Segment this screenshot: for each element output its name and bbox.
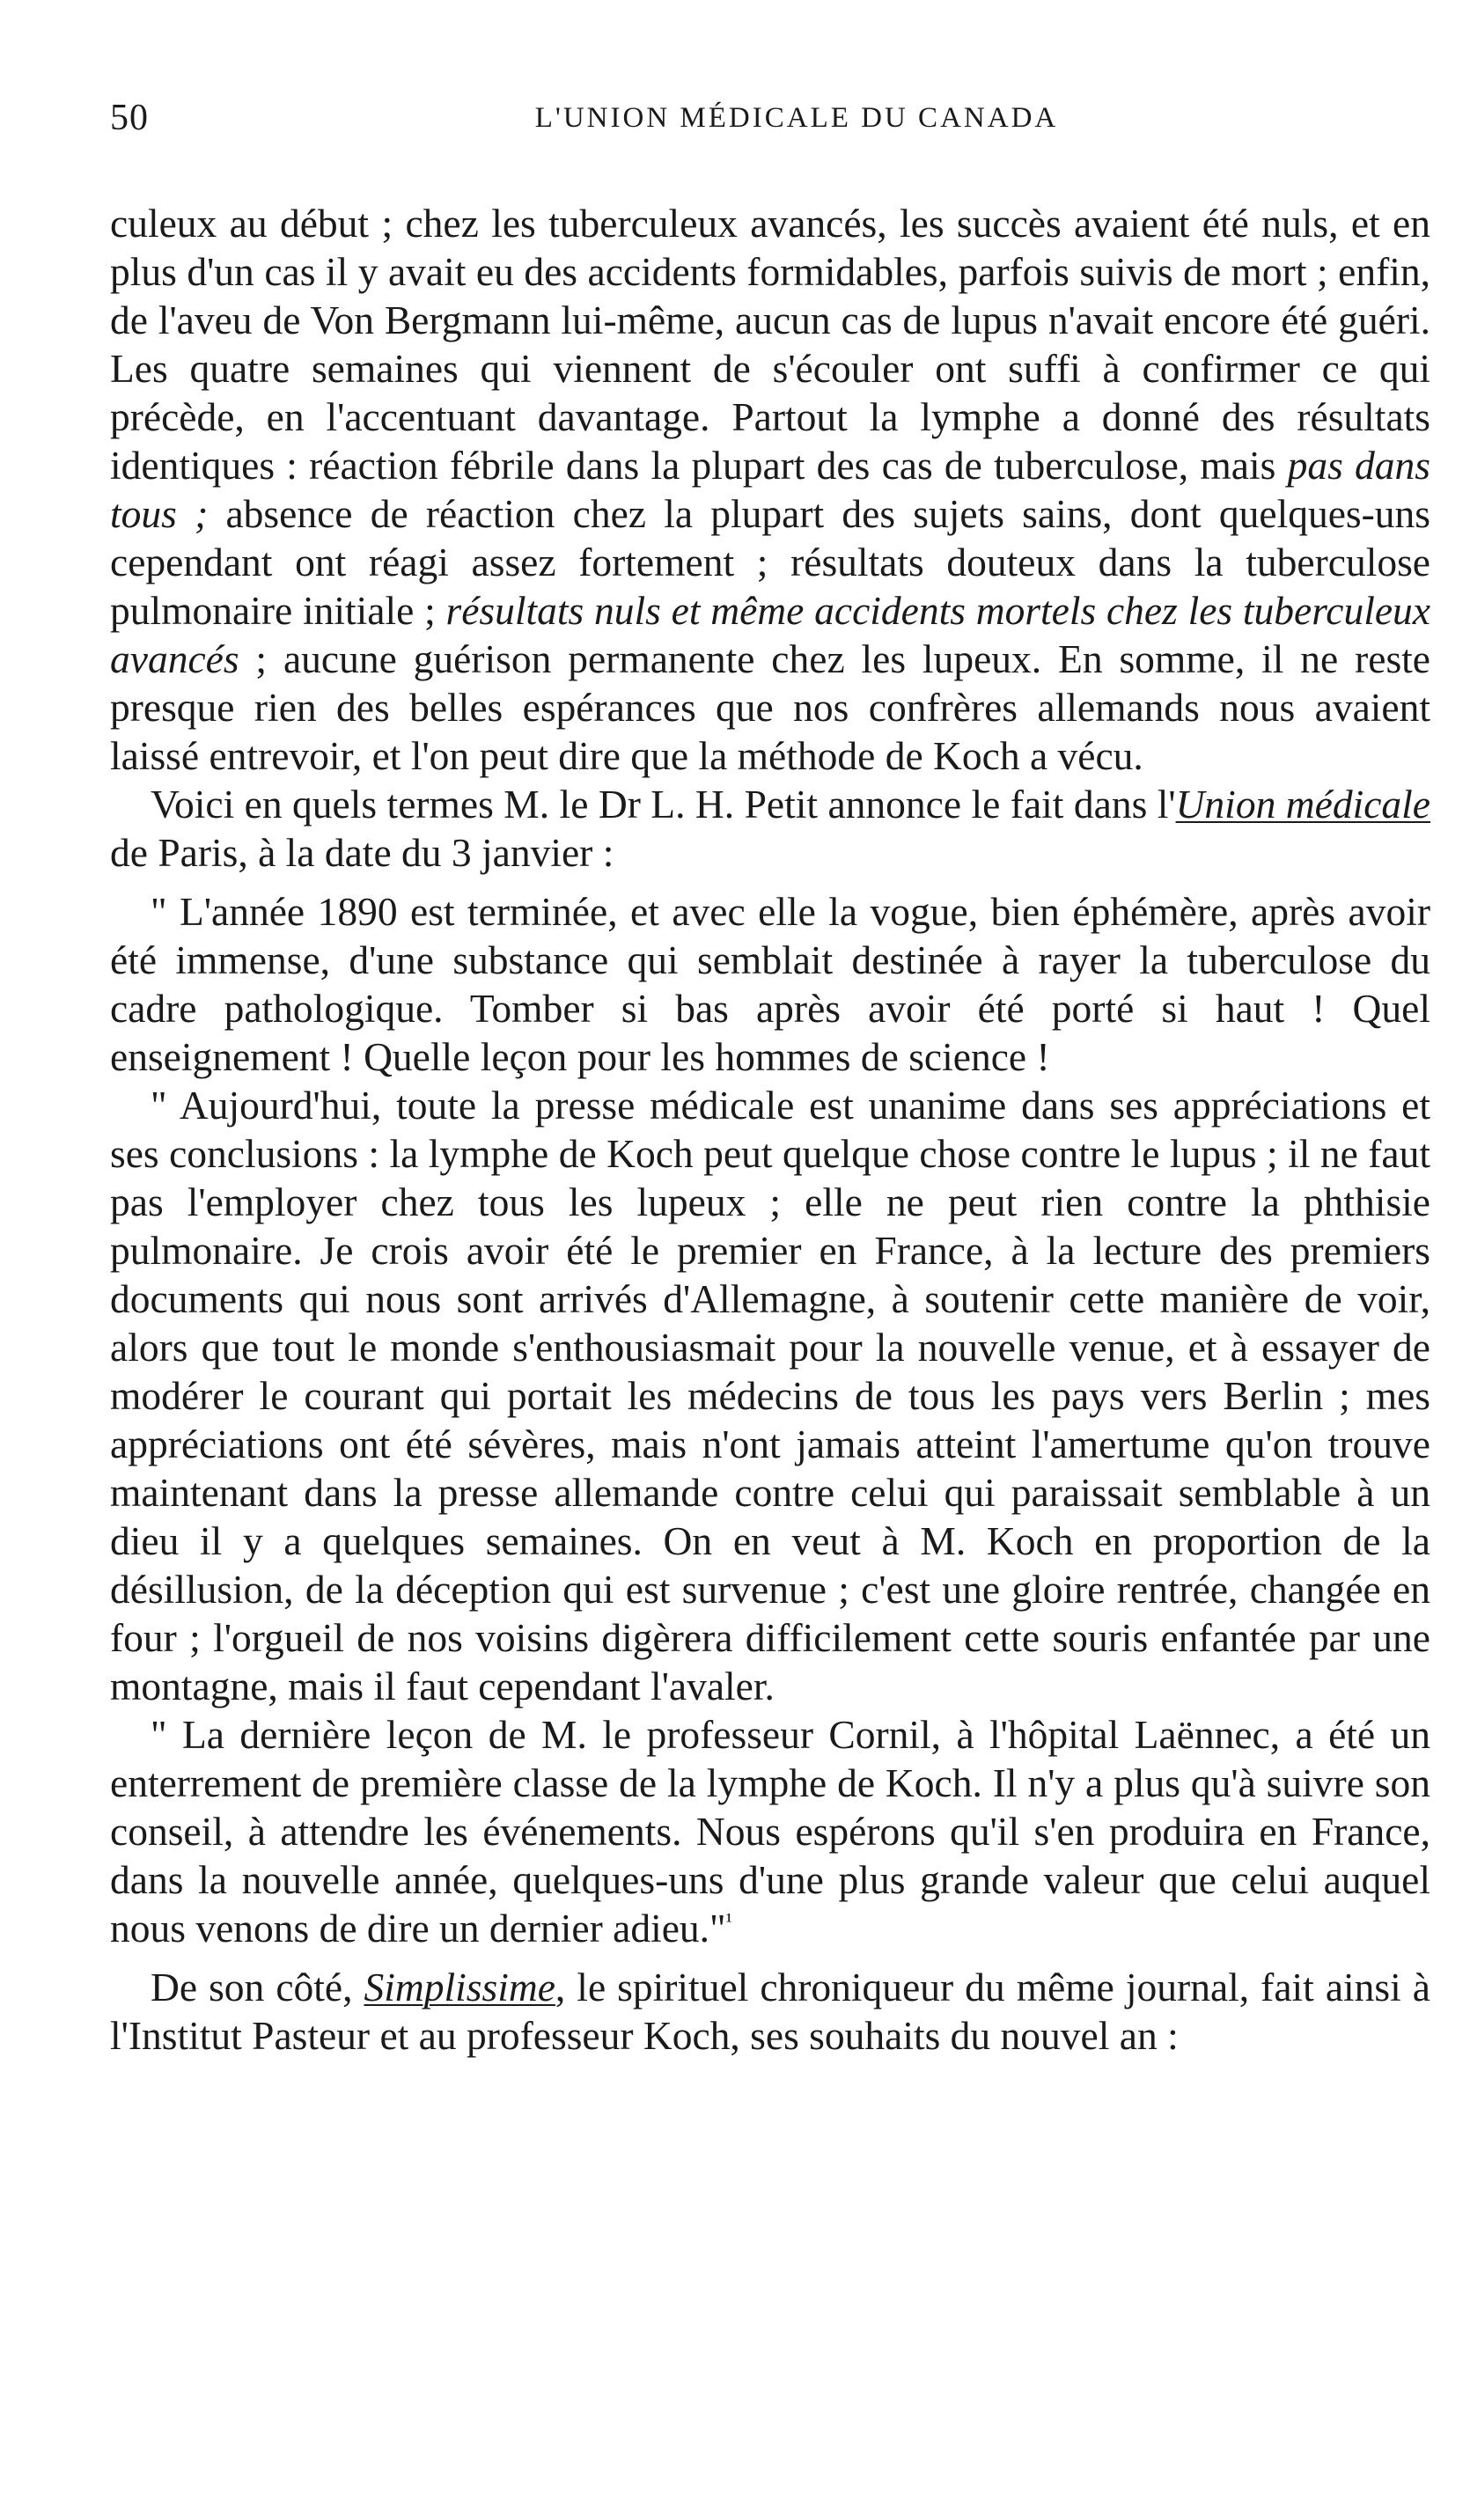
footnote-marker: ¹ xyxy=(725,1909,732,1933)
author-name: Simplissime xyxy=(364,1965,555,2009)
quote-paragraph-3 xyxy=(110,1710,1430,1952)
paragraph-simplissime xyxy=(110,1963,1430,2060)
text-run: de Paris, à la date du 3 janvier : xyxy=(110,830,614,875)
page xyxy=(110,97,1430,2060)
paragraph-petit xyxy=(110,780,1430,877)
text-run: Voici en quels termes M. le Dr L. H. Petit annonce le fait dans l' xyxy=(151,782,1176,827)
running-head: L'UNION MÉDICALE DU CANADA xyxy=(534,102,1059,134)
text-run: absence de réaction chez la plupart des sujets sains, dont quelques-uns cependant ont réagi assez fortement ; résultats douteux dans la tuberculose pulmonaire initiale ; xyxy=(110,491,1431,633)
text-run: , le spirituel chroniqueur du même journal, fait ainsi à l'Institut Pasteur et au professeur Koch, ses souhaits du nouvel an : xyxy=(110,1965,1430,2058)
italic-run: résultats nuls et même accidents mortels chez les tuberculeux avancés xyxy=(110,588,1430,681)
italic-run: pas dans tous ; xyxy=(110,443,1430,536)
text-run: De son côté, xyxy=(151,1965,364,2009)
quote-paragraph-2: " Aujourd'hui, toute la presse médicale est unanime dans ses appréciations et ses conclusions : la lymphe de Koch peut quelque chose contre le lupus ; il ne faut pas l'employer chez tous les lupeux ; elle ne peut rien contre la phthisie pulmonaire. Je crois avoir été le premier en France, à la lecture des premiers documents qui nous sont arrivés d'Allemagne, à soutenir cette manière de voir, alors que tout le monde s'enthousiasmait pour la nouvelle venue, et à essayer de modérer le courant qui portait les médecins de tous les pays vers Berlin ; mes appréciations ont été sévères, mais n'ont jamais atteint l'amertume qu'on trouve maintenant dans la presse allemande contre celui qui paraissait semblable à un dieu il y a quelques semaines. On en veut à M. Koch en proportion de la désillusion, de la déception qui est survenue ; c'est une gloire rentrée, changée en four ; l'orgueil de nos voisins digèrera difficilement cette souris enfantée par une montagne, mais il faut cependant l'avaler. xyxy=(110,1083,1430,1708)
quote-paragraph-1: " L'année 1890 est terminée, et avec elle la vogue, bien éphémère, après avoir été immense, d'une substance qui semblait destinée à rayer la tuberculose du cadre pathologique. Tomber si bas après avoir été porté si haut ! Quel enseignement ! Quelle leçon pour les hommes de science ! xyxy=(110,889,1430,1079)
page-number: 50 xyxy=(110,98,149,138)
text-run: " La dernière leçon de M. le professeur Cornil, à l'hôpital Laënnec, a été un enterrement de première classe de la lymphe de Koch. Il n'y a plus qu'à suivre son conseil, à attendre les événements. Nous espérons qu'il s'en produira en France, dans la nouvelle année, quelques-uns d'une plus grande valeur que celui auquel nous venons de dire un dernier adieu." xyxy=(110,1712,1430,1951)
paragraph-continued xyxy=(110,199,1430,780)
page-header xyxy=(110,97,1430,150)
text-run: culeux au début ; chez les tuberculeux avancés, les succès avaient été nuls, et en plus d'un cas il y avait eu des accidents formidables, parfois suivis de mort ; enfin, de l'aveu de Von Bergmann lui-même, aucun cas de lupus n'avait encore été guéri. Les quatre semaines qui viennent de s'écouler ont suffi à confirmer ce qui précède, en l'accentuant davantage. Partout la lymphe a donné des résultats identiques : réaction fébrile dans la plupart des cas de tuberculose, mais xyxy=(110,201,1430,488)
journal-title: Union médicale xyxy=(1175,782,1430,827)
text-run: ; aucune guérison permanente chez les lupeux. En somme, il ne reste presque rien des belles espérances que nos confrères allemands nous avaient laissé entrevoir, et l'on peut dire que la méthode de Koch a vécu. xyxy=(110,636,1430,778)
body-text xyxy=(110,199,1430,2060)
